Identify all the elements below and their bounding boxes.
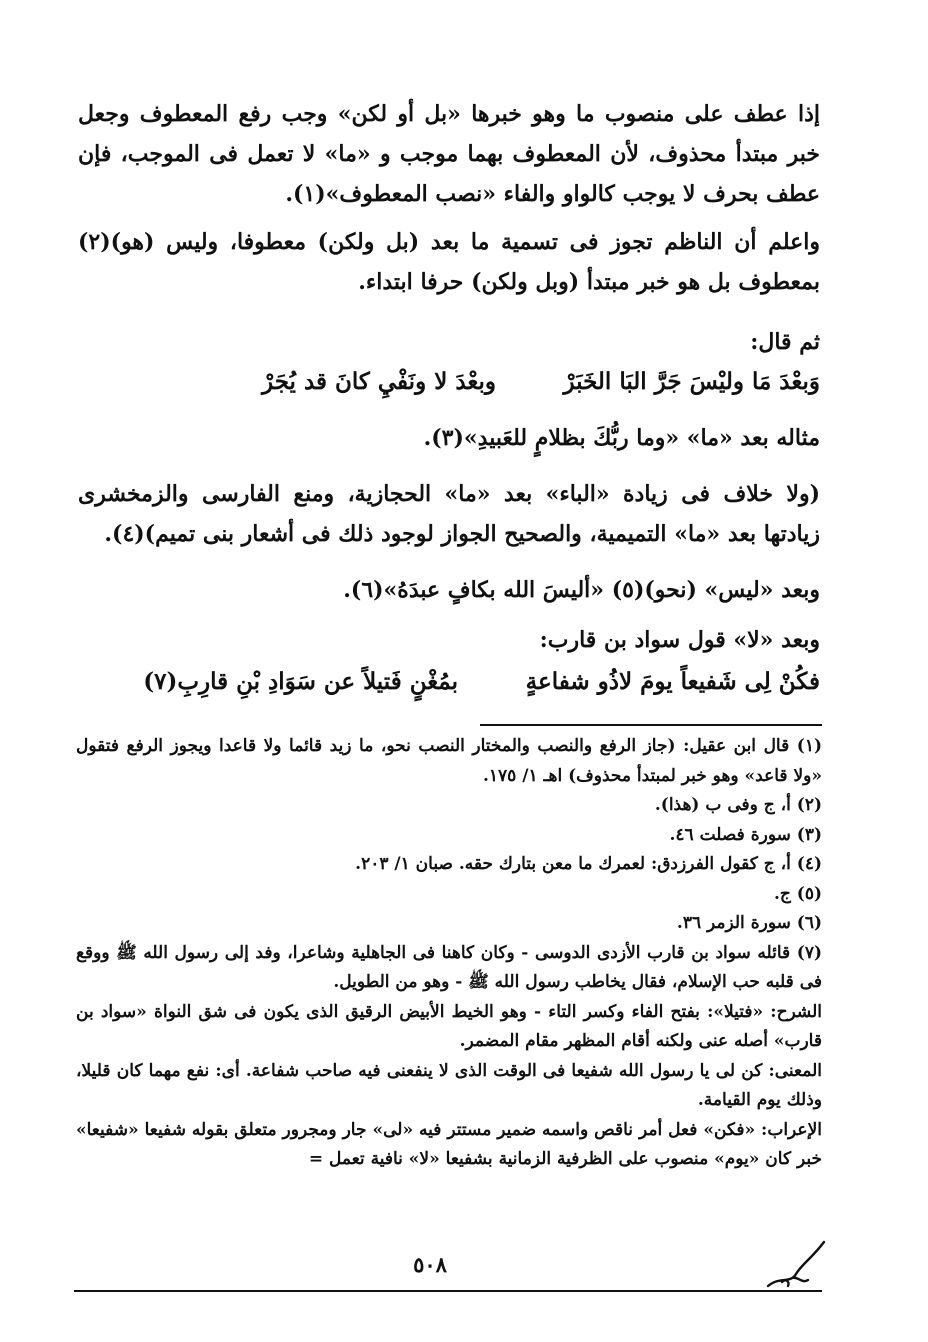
page-number: ٥٠٨ (413, 1252, 447, 1277)
verse-2-first-hemistich: فكُنْ لِى شَفيعاً يومَ لاذُو شفاعةٍ (525, 668, 820, 695)
footnote-6: (٦) سورة الزمر ٣٦. (676, 913, 822, 933)
footnote-separator (480, 724, 822, 726)
footnote-explanation: الشرح: «فتيلا»: بفتح الفاء وكسر التاء - وهو الخيط الأبيض الرقيق الذى يكون فى شق النواة «سواد بن قارب» أصله عنى ولكنه أقام المظهر مقام المضمر. (76, 1001, 822, 1051)
paragraph-4: مثاله بعد «ما» «وما ربُّكَ بظلامٍ للعَبيدِ»(٣). (423, 425, 820, 451)
paragraph-2: واعلم أن الناظم تجوز فى تسمية ما بعد (بل ولكن) معطوفا، وليس (هو)(٢) بمعطوف بل هو خبر مبتدأ (وبل ولكن) حرفا ابتداء. (78, 229, 820, 295)
footnote-parsing: الإعراب: «فكن» فعل أمر ناقص واسمه ضمير مستتر فيه «لى» جار ومجرور متعلق بقوله شفيعا «شفيعا» خبر كان «يوم» منصوب على الظرفية الزمانية بشفيعا «لا» نافية تعمل = (76, 1119, 822, 1169)
page-bottom-rule (74, 1290, 822, 1292)
scribble-mark-icon (762, 1232, 832, 1292)
verse-1-second-hemistich: وبعْدَ لا ونَفْيِ كانَ قد يُجَرْ (262, 368, 496, 395)
footnote-5: (٥) ج. (773, 883, 822, 904)
verse-2-second-hemistich: بمُغْنٍ فَتيلاً عن سَوَادِ بْنِ قارِبِ(٧) (143, 668, 458, 695)
footnote-4: (٤) أ، ج كقول الفرزدق: لعمرك ما معن بتارك حقه. صبان ١/ ٢٠٣. (355, 854, 822, 874)
paragraph-5: (ولا خلاف فى زيادة «الباء» بعد «ما» الحجازية، ومنع الفارسى والزمخشرى زيادتها بعد «ما» التميمية، والصحيح الجواز لوجود ذلك فى أشعار بنى تميم)(٤). (78, 481, 820, 547)
footnote-3: (٣) سورة فصلت ٤٦. (669, 824, 822, 845)
footnotes (76, 732, 822, 1175)
footnote-7: (٧) قائله سواد بن قارب الأزدى الدوسى - وكان كاهنا فى الجاهلية وشاعرا، وفد إلى رسول الله ﷺ ووقع فى قلبه حب الإسلام، فقال يخاطب رسول الله ﷺ - وهو من الطويل. (76, 942, 822, 992)
footnote-meaning: المعنى: كن لى يا رسول الله شفيعا فى الوقت الذى لا ينفعنى فيه صاحب شفاعة. أى: نفع مهما كان قليلا، وذلك يوم القيامة. (76, 1060, 822, 1110)
paragraph-6: وبعد «ليس» (نحو)(٥) «أليسَ الله بكافٍ عبدَهُ»(٦). (343, 577, 820, 603)
paragraph-7: وبعد «لا» قول سواد بن قارب: (539, 627, 820, 653)
paragraph-1: إذا عطف على منصوب ما وهو خبرها «بل أو لكن» وجب رفع المعطوف وجعل خبر مبتدأ محذوف، لأن المعطوف بهما موجب و «ما» لا تعمل فى الموجب، فإن عطف بحرف لا يوجب كالواو والفاء «نصب المعطوف»(١). (78, 101, 820, 207)
verse-1-first-hemistich: وَبعْدَ مَا وليْسَ جَرَّ البَا الخَبَرْ (563, 368, 820, 395)
footnote-1: (١) قال ابن عقيل: (جاز الرفع والنصب والمختار النصب نحو، ما زيد قائما ولا قاعدا ويجوز الرفع فتقول «ولا قاعد» وهو خبر لمبتدأ محذوف) اهـ ١/ ١٧٥. (76, 736, 822, 786)
paragraph-3: ثم قال: (750, 329, 820, 355)
footnote-2: (٢) أ، ج وفى ب (هذا). (654, 795, 822, 815)
